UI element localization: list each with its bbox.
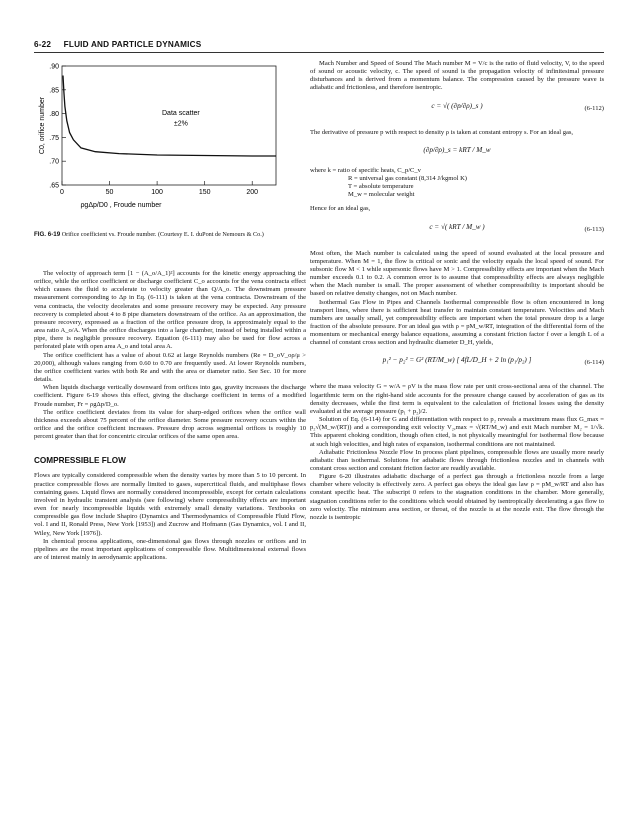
page-number: 6-22 [34,40,52,49]
y-tick-label: .70 [49,158,59,166]
paragraph: The velocity of approach term [1 − (A_o/A_1)²] accounts for the kinetic energy approaching the orifice, while the orifice coefficient or discharge coefficient C_o accounts for the vena contracta effect which causes the fluid to accelerate to velocity greater than Q/A_o. The downstream pressure measurement corresponding to Δp in Eq. (6-111) is taken at the vena contracta. Downstream of the vena contracta, the velocity decelerates and some pressure recovery may be expected. Any pressure recovery is completed about 4 to 8 pipe diameters downstream of the orifice. As an approximation, the pressure recovery, expressed as a fraction of the orifice pressure drop, is approximately equal to the area ratio A_o/A. When the orifice discharges into a large chamber, instead of being installed within a pipe, there is negligible pressure recovery. Equation (6-111) may also be used for flow across a perforated plate with open area A_o and total area A. [34,270,306,351]
paragraph: where the mass velocity G = w/A = ρV is the mass flow rate per unit cross-sectional area of the channel. The logarithmic term on the right-hand side accounts for the pressure change caused by acceleration of gas as its density decreases, while the first term is equivalent to the calculation of frictional losses using the density evaluated at the average pressure (p₁ + p₂)/2. [310,383,604,415]
equation-ideal-gas [310,140,604,164]
paragraph: Isothermal Gas Flow in Pipes and Channels Isothermal compressible flow is often encountered in long transport lines, where there is sufficient heat transfer to maintain constant temperature. Velocities and Mach numbers are usually small, yet compressibility effects are important when the total pressure drop is a large fraction of the absolute pressure. For an ideal gas with ρ = pM_w/RT, integration of the differential form of the momentum or mechanical energy balance equations, assuming a constant friction factor f over a length L of a channel of constant cross section and hydraulic diameter D_H, yields, [310,298,604,347]
x-axis-label: ρgΔp/D0 , Froude number [80,202,162,209]
section-heading: COMPRESSIBLE FLOW [34,456,126,466]
paragraph: Solution of Eq. (6-114) for G and differentiation with respect to p₂ reveals a maximum mass flux G_max = p₂√(M_w/(RT)) and a corresponding exit velocity V₂,max = √(RT/M_w) and exit Mach number M₂ = 1/√k. This apparent choking condition, though often cited, is not physically meaningful for isothermal flow because at such high velocities, and high rates of expansion, isothermal conditions are not maintained. [310,416,604,448]
paragraph: Hence for an ideal gas, [310,205,371,213]
annotation-scatter-value: ±2% [173,120,188,128]
left-column [34,270,306,562]
paragraph: The derivative of pressure p with respect to density ρ is taken at constant entropy s. For an ideal gas, [310,128,574,136]
x-tick-label: 150 [198,189,211,196]
where-list [310,167,604,200]
paragraph: In chemical process applications, one-dimensional gas flows through nozzles or orifices and in pipelines are the most important applications of compressible flow. Multidimensional external flows are of interest mainly in aerodynamic applications. [34,537,306,561]
equation-6-114 [310,350,604,380]
where-item: R = universal gas constant (8,314 J/kgmol K) [348,174,467,182]
equation-6-113 [310,217,604,247]
equation-body: p₁² − p₂² = G² (RT/M_w) [ 4fL/D_H + 2 ln (p₁/p₂) ] [382,356,532,365]
equation-6-112 [310,96,604,126]
figure-6-19 [34,58,306,233]
paragraph: Flows are typically considered compressible when the density varies by more than 5 to 10 percent. In practice compressible flows are normally limited to gases, supercritical fluids, and multiphase flows containing gases. Liquid flows are normally considered incompressible, except for certain calculations involved in hydraulic transient analysis (see following) where compressibility effects are important even for nearly incompressible liquids with extremely small density variations. Textbooks on compressible gas flow include Shapiro (Dynamics and Thermodynamics of Compressible Fluid Flow, vol. I and II, Ronald Press, New York [1953]) and Zucrow and Hofmann (Gas Dynamics, vol. I and II, Wiley, New York [1976]). [34,472,306,537]
right-column [310,60,604,522]
header-rule [34,52,604,53]
figure-caption [34,231,304,239]
x-tick-label: 200 [246,189,259,196]
froude-chart [34,58,306,233]
caption-text: Orifice coefficient vs. Froude number. (Courtesy E. I. duPont de Nemours & Co.) [61,231,264,238]
paragraph: Most often, the Mach number is calculated using the speed of sound evaluated at the local pressure and temperature. When M = 1, the flow is critical or sonic and the velocity equals the local speed of sound. For subsonic flow M < 1 while supersonic flows have M > 1. Compressibility effects are important when the Mach number exceeds 0.1 to 0.2. A common error is to assume that compressibility effects are always negligible when the Mach number is small. The proper assessment of whether compressibility is important should be based on relative density changes, not on Mach number. [310,249,604,298]
annotation-data-scatter: Data scatter [162,110,200,118]
where-item: where k = ratio of specific heats, C_p/C_v [310,166,421,174]
where-item: T = absolute temperature [348,183,414,191]
x-tick-label: 50 [105,189,114,196]
running-header [34,40,201,49]
paragraph: Figure 6-20 illustrates adiabatic discharge of a perfect gas through a frictionless nozzle from a large chamber where velocity is effectively zero. A perfect gas obeys the ideal gas law ρ = pM_w/RT and also has constant specific heat. The subscript 0 refers to the stagnation conditions in the chamber. More generally, stagnation conditions refer to the conditions which would obtained by isentropically decelerating a gas flow to zero velocity. The minimum area section, or throat, of the nozzle is at the nozzle exit. The flow through the nozzle is isentropic [310,473,604,521]
paragraph: The orifice coefficient deviates from its value for sharp-edged orifices when the orifice wall thickness exceeds about 75 percent of the orifice diameter. Some pressure recovery occurs within the orifice and the orifice coefficient increases. Pressure drop across segmental orifices is roughly 10 percent greater than that for concentric circular orifices of the same open area. [34,408,306,441]
equation-number: (6-114) [584,359,604,367]
y-tick-label: .65 [49,182,59,190]
paragraph: Mach Number and Speed of Sound The Mach number M = V/c is the ratio of fluid velocity, V, to the speed of sound or acoustic velocity, c. The speed of sound is the propagation velocity of infinitesimal pressure disturbances and is derived from a momentum balance. The compression caused by the pressure wave is adiabatic and frictionless, and therefore isentropic. [310,60,604,92]
paragraph: When liquids discharge vertically downward from orifices into gas, gravity increases the discharge coefficient. Figure 6-19 shows this effect, giving the discharge coefficient in terms of a modified Froude number, Fr = ρgΔp/D_o. [34,384,306,408]
y-axis-label: C0, orifice number [39,96,46,155]
caption-label: FIG. 6-19 [34,231,61,238]
paragraph: The orifice coefficient has a value of about 0.62 at large Reynolds numbers (Re = D_oV_oρ/μ > 20,000), although values ranging from 0.60 to 0.70 are frequently used. At lower Reynolds numbers, the orifice coefficient varies with both Re and with the area or diameter ratio. See Sec. 10 for more details. [34,351,306,384]
equation-number: (6-112) [584,104,604,112]
equation-body: c = √( kRT / M_w ) [429,222,485,231]
paragraph: Adiabatic Frictionless Nozzle Flow In process plant pipelines, compressible flows are usually more nearly adiabatic than isothermal. Solutions for adiabatic flows through frictionless nozzles and in channels with constant cross section and constant friction factor are readily available. [310,448,604,472]
equation-body: (∂p/∂ρ)_s = kRT / M_w [423,145,491,154]
x-tick-label: 0 [60,189,64,196]
where-item: M_w = molecular weight [348,191,415,199]
x-tick-label: 100 [151,189,163,196]
equation-number: (6-113) [584,225,604,233]
y-tick-label: .75 [49,134,59,142]
equation-body: c = √( (∂p/∂ρ)_s ) [431,101,483,110]
y-tick-label: .90 [49,63,59,71]
header-title: FLUID AND PARTICLE DYNAMICS [63,40,202,49]
y-tick-label: .85 [49,87,59,95]
y-tick-label: .80 [49,111,59,119]
plot-frame [62,66,276,185]
